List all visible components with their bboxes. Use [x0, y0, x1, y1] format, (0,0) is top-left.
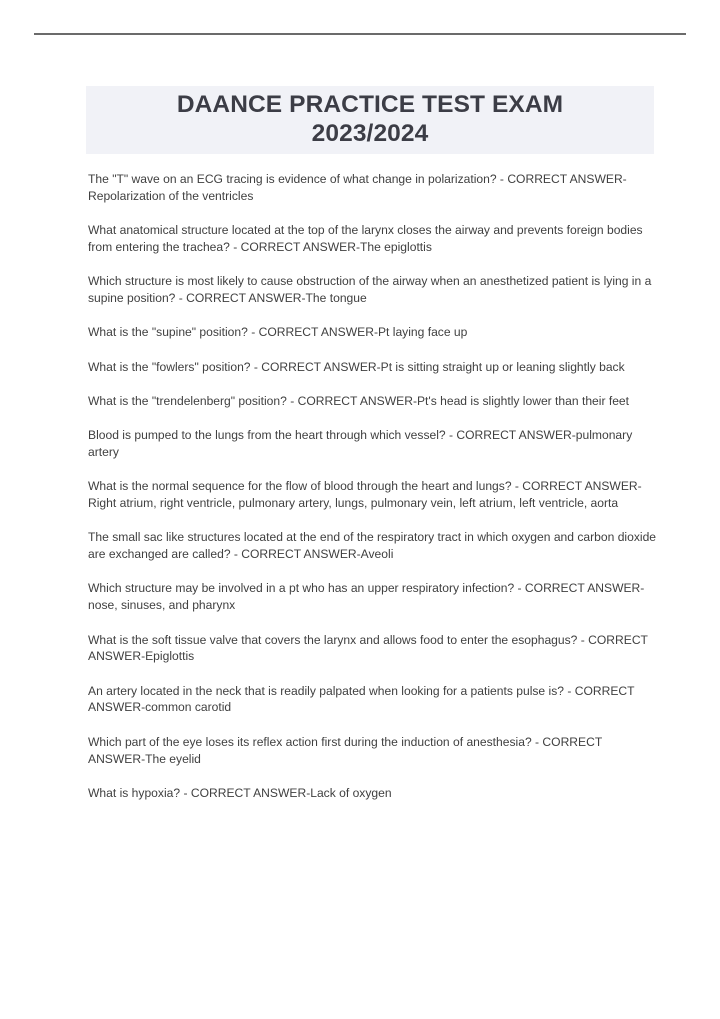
question-item: What is hypoxia? - CORRECT ANSWER-Lack of oxygen [88, 785, 392, 800]
question-item: What is the soft tissue valve that covers the larynx and allows food to enter the esophagus? - CORRECT ANSWER-Epiglottis [88, 632, 648, 664]
question-list [88, 171, 658, 819]
question-item: What is the "fowlers" position? - CORRECT ANSWER-Pt is sitting straight up or leaning slightly back [88, 359, 625, 374]
question-item: Which structure may be involved in a pt who has an upper respiratory infection? - CORRECT ANSWER-nose, sinuses, and pharynx [88, 581, 645, 613]
question-item: Blood is pumped to the lungs from the heart through which vessel? - CORRECT ANSWER-pulmonary artery [88, 428, 633, 459]
title-line-2: 2023/2024 [311, 120, 429, 147]
question-item: What anatomical structure located at the top of the larynx closes the airway and prevents foreign bodies from entering the trachea? - CORRECT ANSWER-The epiglottis [88, 223, 643, 254]
question-item: What is the "trendelenberg" position? - CORRECT ANSWER-Pt's head is slightly lower than their feet [88, 393, 630, 408]
question-item: What is the normal sequence for the flow of blood through the heart and lungs? - CORRECT ANSWER-Right atrium, right ventricle, pulmonary artery, lungs, pulmonary vein, left atrium, left ventricle, aorta [88, 479, 642, 511]
question-item: Which structure is most likely to cause obstruction of the airway when an anesthetized patient is lying in a supine position? - CORRECT ANSWER-The tongue [88, 274, 652, 305]
question-item: An artery located in the neck that is readily palpated when looking for a patients pulse is? - CORRECT ANSWER-common carotid [88, 683, 635, 715]
question-item: The small sac like structures located at the end of the respiratory tract in which oxygen and carbon dioxide are exchanged are called? - CORRECT ANSWER-Aveoli [88, 530, 657, 562]
title-banner [86, 86, 654, 154]
page-title [86, 86, 654, 148]
top-divider [34, 33, 686, 35]
question-item: What is the "supine" position? - CORRECT ANSWER-Pt laying face up [88, 325, 468, 340]
title-line-1: DAANCE PRACTICE TEST EXAM [176, 91, 564, 118]
question-item: The "T" wave on an ECG tracing is evidence of what change in polarization? - CORRECT ANSWER-Repolarization of the ventricles [88, 172, 627, 203]
question-item: Which part of the eye loses its reflex action first during the induction of anesthesia? - CORRECT ANSWER-The eyelid [88, 734, 603, 766]
